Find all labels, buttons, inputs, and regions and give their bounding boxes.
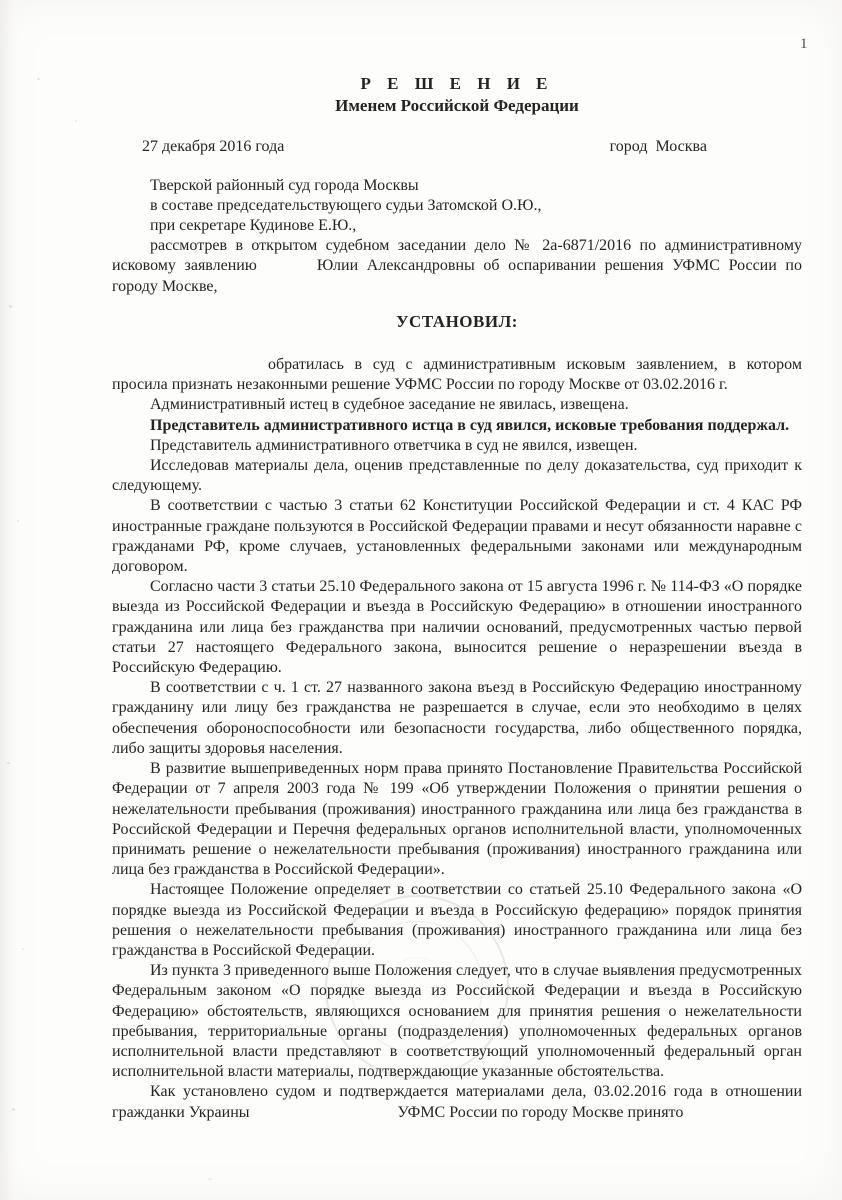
- paragraph-court-review: Исследовав материалы дела, оценив представленные по делу доказательства, суд приходит к следующему.: [112, 457, 802, 495]
- paragraph-government-decree-199: В развитие вышеприведенных норм права принято Постановление Правительства Российской Федерации от 7 апреля 2003 года № 199 «Об утверждении Положения о принятии решения о нежелательности пребывания (проживания) иностранного гражданина или лица без гражданства в Российской Федерации и Перечня федеральных органов исполнительной власти, уполномоченных принимать решение о нежелательности пребывания (проживания) иностранного гражданина или лица без гражданства в Российской Федерации».: [112, 760, 802, 879]
- court-composition-block: [112, 176, 802, 297]
- redacted-name-gap: [257, 269, 317, 270]
- case-description-part2: Юлии Александровны об оспаривании решения УФМС России по городу Москве,: [112, 257, 802, 295]
- paragraph-article27: В соответствии с ч. 1 ст. 27 названного закона въезд в Российскую Федерацию иностранному гражданину или лицу без гражданства не разрешается в случае, если это необходимо в целях обеспечения обороноспособности или безопасности государства, либо общественного порядка, либо защиты здоровья населения.: [112, 679, 802, 757]
- document-subtitle: Именем Российской Федерации: [335, 96, 579, 116]
- paragraph-text: обратилась в суд с административным исковым заявлением, в котором просила признать незаконными решение УФМС России по городу Москве от 03.02.2016 г.: [112, 356, 802, 394]
- paragraph-filing: [112, 355, 802, 395]
- dateline: [112, 137, 802, 157]
- paragraph-plaintiff-representative: Представитель административного истца в суд явился, исковые требования поддержал.: [150, 416, 790, 434]
- decision-date: 27 декабря 2016 года: [142, 138, 285, 156]
- court-secretary: при секретаре Кудинове Е.Ю.,: [150, 217, 357, 235]
- scan-speck: [208, 1178, 212, 1180]
- paragraph-law-114fz: Согласно части 3 статьи 25.10 Федерального закона от 15 августа 1996 г. № 114-ФЗ «О порядке выезда из Российской Федерации и въезда в Российскую Федерацию» в отношении иностранного гражданина или лица без гражданства при наличии оснований, предусмотренных частью первой статьи 27 настоящего Федерального закона, выносится решение о неразрешении въезда в Российскую Федерацию.: [112, 578, 802, 677]
- court-name: Тверской районный суд города Москвы: [150, 176, 419, 194]
- findings-part1: Как установлено судом и подтверждается материалами дела, 03.02.2016 года в отношении гражданки Украины: [112, 1083, 802, 1121]
- document-title-block: [112, 74, 802, 116]
- findings-part2: УФМС России по городу Москве принято: [397, 1103, 684, 1121]
- paragraph-plaintiff-absent: Административный истец в судебное заседание не явилась, извещена.: [150, 396, 629, 414]
- paragraph-regulation-scope: Настоящее Положение определяет в соответствии со статьей 25.10 Федерального закона «О порядке выезда из Российской Федерации и въезда в Российскую федерацию» порядок принятия решения о нежелательности пребывания (проживания) иностранного гражданина или лица без гражданства в Российской Федерации.: [112, 881, 802, 959]
- case-description: [112, 236, 802, 297]
- paragraph-court-findings: [112, 1082, 802, 1122]
- document-title: Р Е Ш Е Н И Е: [360, 74, 554, 93]
- established-heading: УСТАНОВИЛ:: [396, 311, 518, 331]
- document-body: [112, 355, 802, 1123]
- decision-city: город Москва: [609, 138, 707, 156]
- presiding-judge: в составе председательствующего судьи Затомской О.Ю.,: [150, 196, 542, 214]
- redacted-name-gap: [250, 1116, 398, 1117]
- paragraph-constitution-article62: В соответствии с частью 3 статьи 62 Конституции Российской Федерации и ст. 4 КАС РФ иностранные граждане пользуются в Российской Федерации правами и несут обязанности наравне с гражданами РФ, кроме случаев, установленных федеральными законами или международным договором.: [112, 497, 802, 576]
- redacted-name-gap: [150, 368, 268, 369]
- case-description-part1: рассмотрев в открытом судебном заседании дело № 2а-6871/2016 по административному исковому заявлению: [112, 237, 802, 275]
- paragraph-defendant-representative: Представитель административного ответчика в суд не явился, извещен.: [150, 436, 638, 454]
- page-number: 1: [800, 36, 808, 52]
- paragraph-regulation-point3: Из пункта 3 приведенного выше Положения следует, что в случае выявления предусмотренных Федеральным законом «О порядке выезда из Российской Федерации и въезда в Российскую Федерацию» обстоятельств, являющихся основанием для принятия решения о нежелательности пребывания, территориальные органы (подразделения) уполномоченных федеральных органов исполнительной власти представляют в соответствующий уполномоченный федеральный орган исполнительной власти материалы, подтверждающие указанные обстоятельства.: [112, 962, 802, 1081]
